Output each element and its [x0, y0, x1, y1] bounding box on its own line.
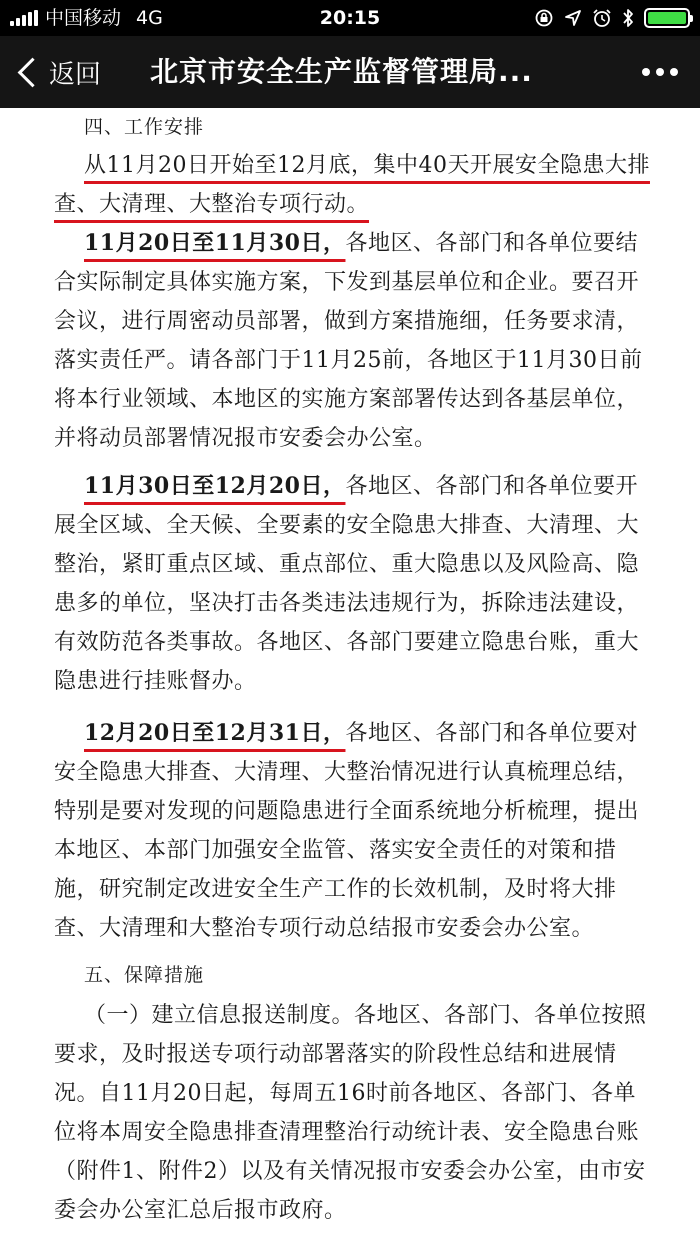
paragraph-phase3: [54, 714, 654, 948]
alarm-icon: [592, 8, 612, 28]
paragraph-measures-1: （一）建立信息报送制度。各地区、各部门、各单位按照要求，及时报送专项行动部署落实的阶段性总结和进展情况。自11月20日起，每周五16时前各地区、各部门、各单位将本周安全隐患排查清理整治行动统计表、安全隐患台账（附件1、附件2）以及有关情况报市安委会办公室，由市安委会办公室汇总后报市政府。: [54, 1003, 647, 1223]
paragraph-phase2: [54, 467, 654, 701]
phase1-text: 各地区、各部门和各单位要结合实际制定具体实施方案，下发到基层单位和企业。要召开会议，进行周密动员部署，做到方案措施细，任务要求清，落实责任严。请各部门于11月25前，各地区于11月30日前将本行业领域、本地区的实施方案部署传达到各基层单位，并将动员部署情况报市安委会办公室。: [54, 231, 643, 451]
battery-icon: [644, 8, 690, 28]
orientation-lock-icon: [534, 8, 554, 28]
more-dots-icon[interactable]: [642, 36, 678, 108]
back-label: 返回: [49, 59, 102, 90]
page-title: 北京市安全生产监督管理局...: [150, 55, 533, 88]
clock: 20:15: [319, 7, 381, 29]
phase3-text: 各地区、各部门和各单位要对安全隐患大排查、大清理、大整治情况进行认真梳理总结，特别是要对发现的问题隐患进行全面系统地分析梳理，提出本地区、本部门加强安全监管、落实安全责任的对策和措施，研究制定改进安全生产工作的长效机制，及时将大排查、大清理和大整治专项行动总结报市安委会办公室。: [54, 721, 640, 941]
date-range-phase2: 11月30日至12月20日，: [84, 473, 346, 499]
section-heading-4: 四、工作安排: [84, 116, 205, 138]
status-bar: [0, 0, 700, 36]
back-button[interactable]: [14, 36, 101, 108]
paragraph-intro: [54, 146, 654, 224]
underlined-intro: 从11月20日开始至12月底，集中40天开展安全隐患大排查、大清理、大整治专项行动。: [54, 153, 650, 217]
location-icon: [564, 9, 582, 27]
paragraph-phase1: [54, 224, 654, 458]
carrier-label: 中国移动: [45, 7, 122, 29]
chevron-left-icon: [18, 57, 48, 87]
date-range-phase1: 11月20日至11月30日，: [84, 230, 346, 256]
article-body: [0, 108, 700, 1244]
section-heading-5: 五、保障措施: [84, 964, 205, 986]
nav-bar: [0, 36, 700, 108]
phase2-text: 各地区、各部门和各单位要开展全区域、全天候、全要素的安全隐患大排查、大清理、大整治，紧盯重点区域、重点部位、重大隐患以及风险高、隐患多的单位，坚决打击各类违法违规行为，拆除违法建设，有效防范各类事故。各地区、各部门要建立隐患台账，重大隐患进行挂账督办。: [54, 474, 640, 694]
date-range-phase3: 12月20日至12月31日，: [84, 720, 346, 746]
network-label: 4G: [136, 7, 163, 29]
bluetooth-icon: [622, 8, 634, 28]
